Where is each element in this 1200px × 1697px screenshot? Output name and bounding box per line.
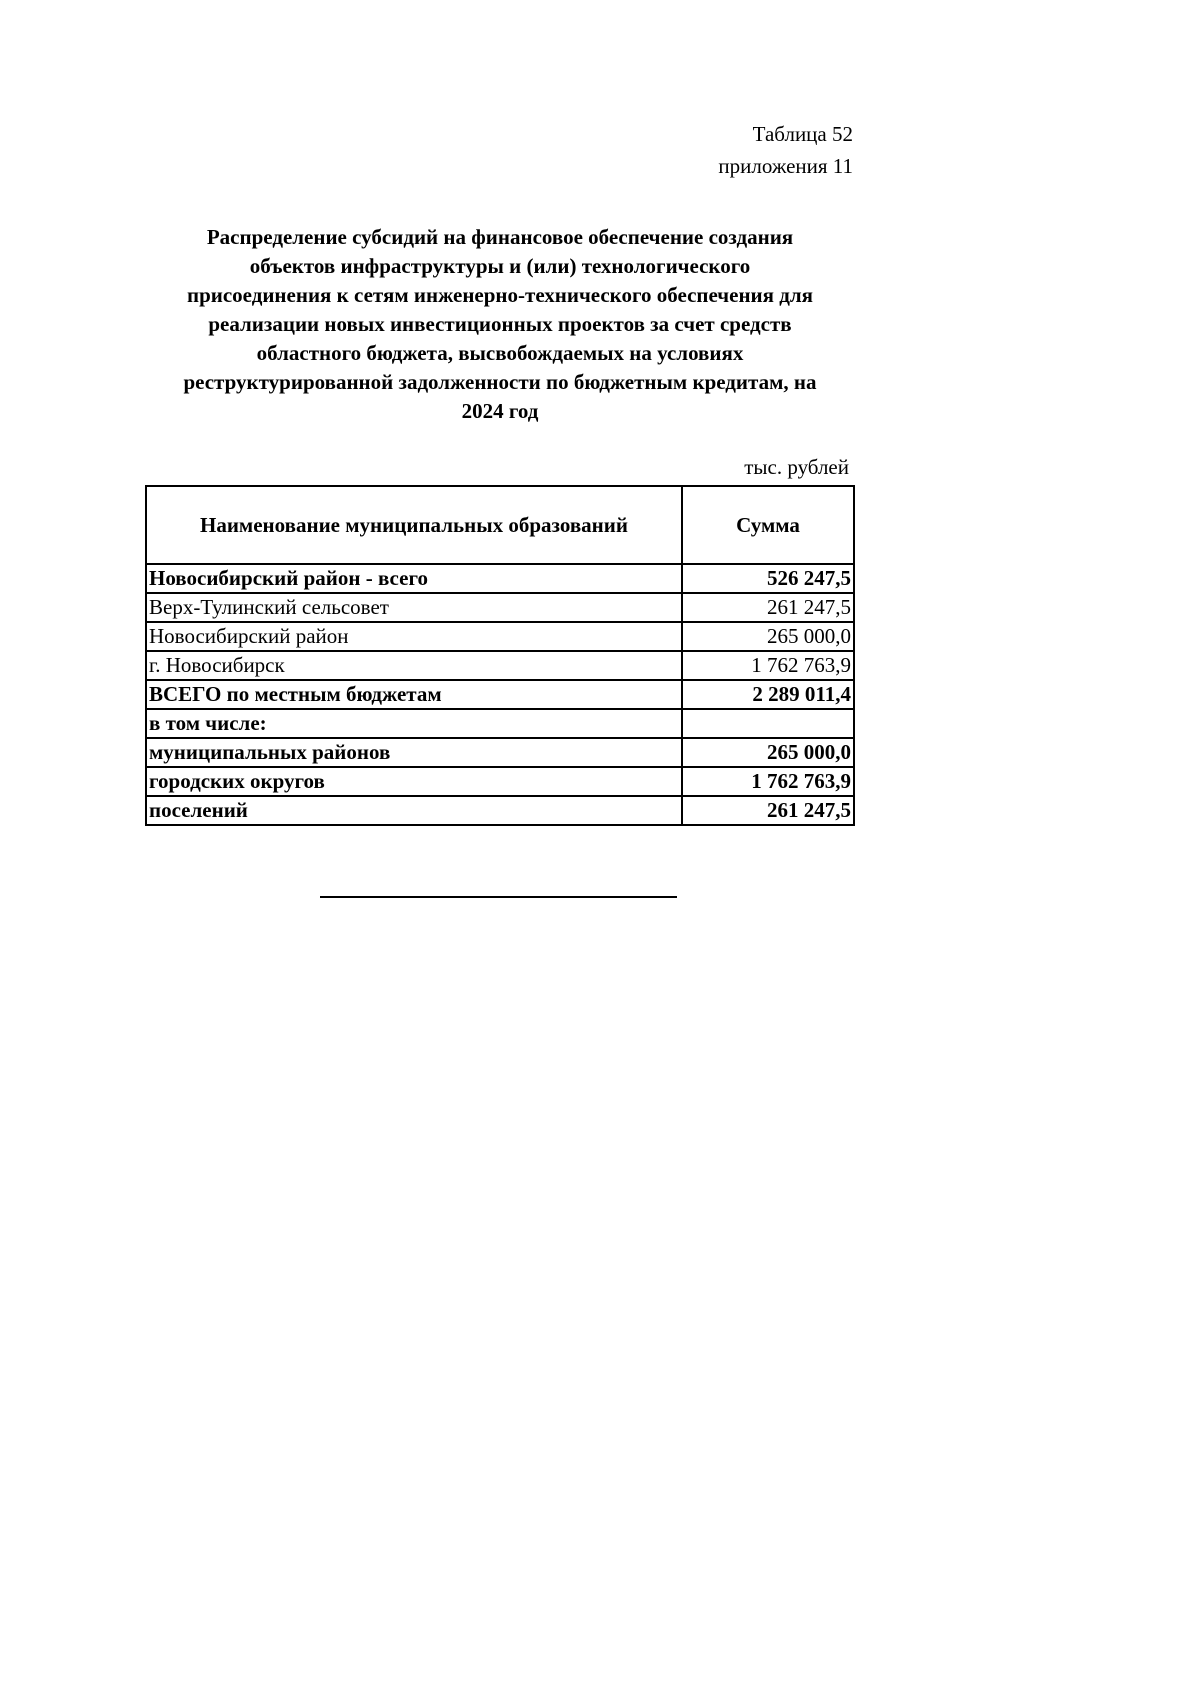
table-row — [146, 593, 854, 622]
row-name: ВСЕГО по местным бюджетам — [146, 680, 682, 709]
title-line: 2024 год — [461, 399, 539, 423]
row-name: городских округов — [146, 767, 682, 796]
title-line: присоединения к сетям инженерно-технического обеспечения для — [186, 283, 814, 307]
table-header-row — [146, 486, 854, 564]
row-sum: 261 247,5 — [682, 796, 854, 825]
title-line: областного бюджета, высвобождаемых на условиях — [256, 341, 744, 365]
title-line: объектов инфраструктуры и (или) технологического — [249, 254, 751, 278]
row-name: муниципальных районов — [146, 738, 682, 767]
row-sum: 265 000,0 — [682, 622, 854, 651]
row-sum: 1 762 763,9 — [682, 651, 854, 680]
footer-divider — [320, 896, 677, 898]
table-row — [146, 680, 854, 709]
title-line: реструктурированной задолженности по бюджетным кредитам, на — [183, 370, 817, 394]
table-row — [146, 651, 854, 680]
document-title — [145, 223, 855, 426]
table-reference — [718, 118, 853, 182]
table-number: Таблица 52 — [752, 122, 853, 146]
table-row — [146, 767, 854, 796]
row-name: г. Новосибирск — [146, 651, 682, 680]
table-row — [146, 738, 854, 767]
row-sum: 526 247,5 — [682, 564, 854, 593]
row-name: поселений — [146, 796, 682, 825]
appendix-number: приложения 11 — [718, 154, 853, 178]
row-sum: 265 000,0 — [682, 738, 854, 767]
row-sum: 2 289 011,4 — [682, 680, 854, 709]
table-body — [146, 564, 854, 825]
row-name: в том числе: — [146, 709, 682, 738]
column-header-sum: Сумма — [682, 486, 854, 564]
table-row — [146, 622, 854, 651]
table-row — [146, 796, 854, 825]
column-header-name: Наименование муниципальных образований — [146, 486, 682, 564]
title-line: Распределение субсидий на финансовое обеспечение создания — [206, 225, 794, 249]
row-name: Верх-Тулинский сельсовет — [146, 593, 682, 622]
title-line: реализации новых инвестиционных проектов за счет средств — [208, 312, 792, 336]
row-sum: 261 247,5 — [682, 593, 854, 622]
table-row — [146, 564, 854, 593]
subsidy-table — [145, 485, 855, 826]
row-sum: 1 762 763,9 — [682, 767, 854, 796]
row-sum — [682, 709, 854, 738]
table-row — [146, 709, 854, 738]
row-name: Новосибирский район — [146, 622, 682, 651]
units-label: тыс. рублей — [744, 455, 849, 479]
row-name: Новосибирский район - всего — [146, 564, 682, 593]
